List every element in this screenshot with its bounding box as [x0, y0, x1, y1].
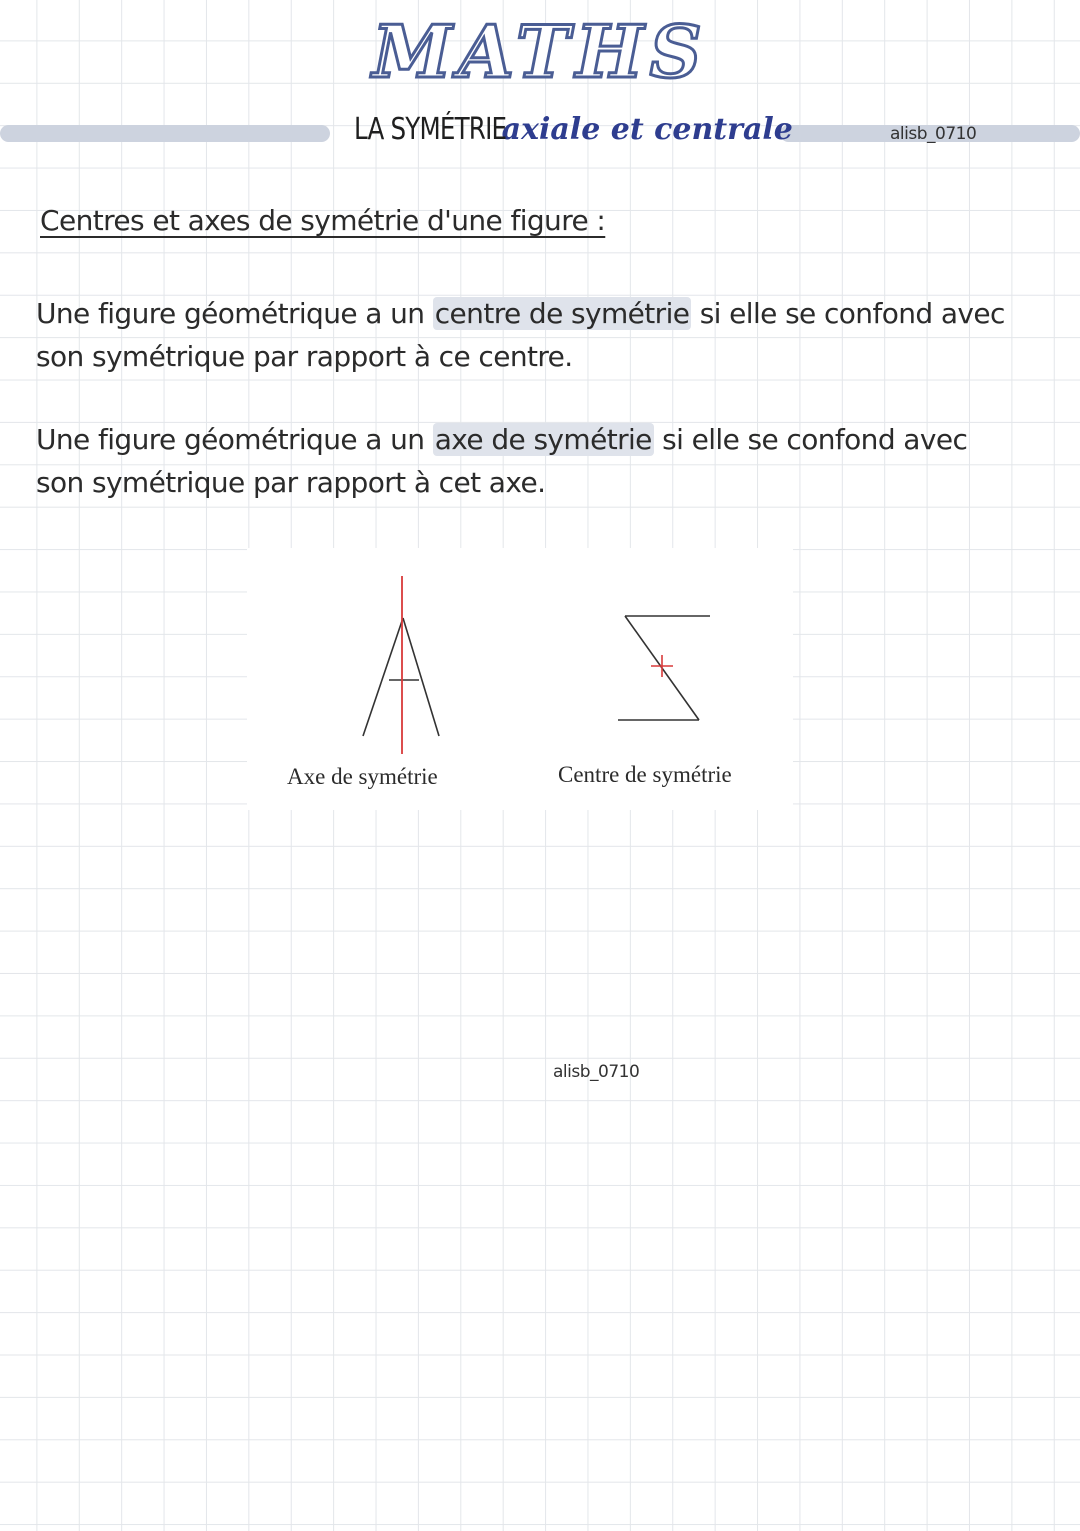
subtitle	[354, 112, 793, 147]
center-label: Centre de symétrie	[558, 762, 732, 787]
highlight-term: axe de symétrie	[434, 423, 652, 456]
page-title: MATHS	[372, 9, 708, 94]
para-text: Une figure géométrique a un	[36, 423, 433, 456]
para-text: si elle se confond avec son symétrique par rapport à cet axe.	[36, 423, 968, 499]
left-decorative-bar	[0, 125, 330, 142]
subtitle-plain: LA SYMÉTRIE	[354, 112, 507, 147]
highlight-term: centre de symétrie	[434, 297, 690, 330]
axis-label: Axe de symétrie	[287, 764, 438, 789]
letter-a-figure	[363, 576, 439, 754]
definition-center	[36, 292, 1036, 378]
z-shape-figure	[618, 616, 710, 720]
para-text: si elle se confond avec son symétrique par rapport à ce centre.	[36, 297, 1005, 373]
subtitle-fancy: axiale et centrale	[501, 112, 793, 147]
para-text: Une figure géométrique a un	[36, 297, 433, 330]
footer-watermark: alisb_0710	[553, 1062, 640, 1082]
section-heading: Centres et axes de symétrie d'une figure :	[40, 204, 606, 237]
figure-illustration	[247, 548, 793, 810]
author-tag: alisb_0710	[890, 124, 977, 144]
definition-axis	[36, 418, 996, 504]
